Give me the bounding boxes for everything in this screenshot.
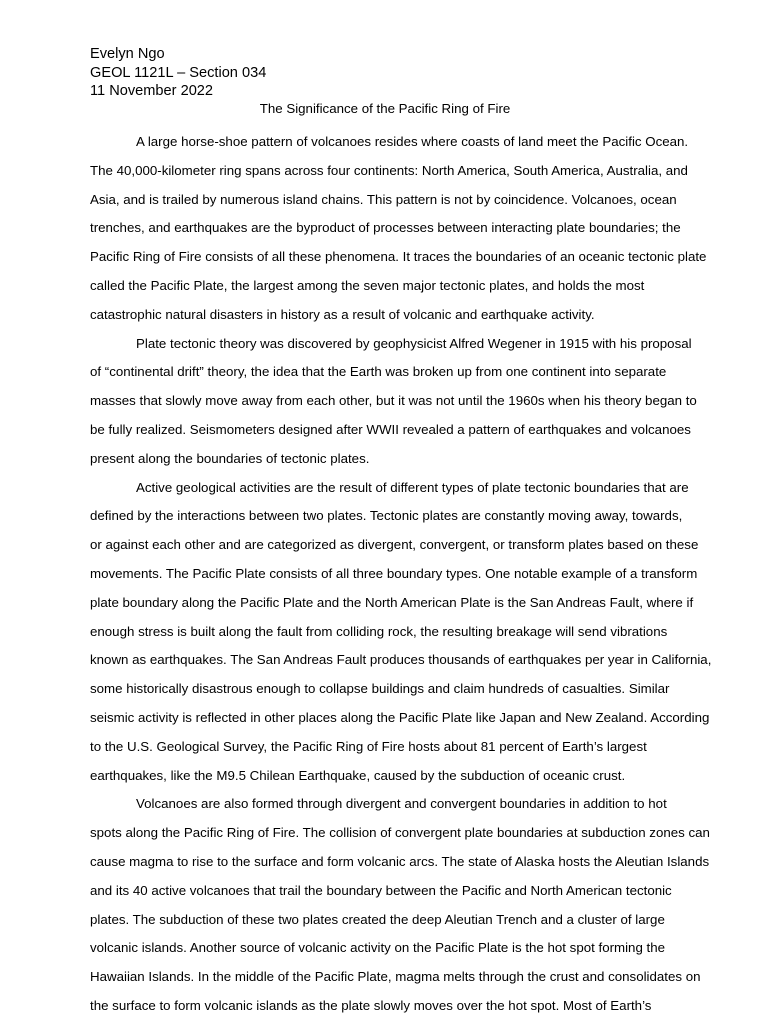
document-body [90, 128, 712, 1021]
paragraph-line: to the U.S. Geological Survey, the Pacific Ring of Fire hosts about 81 percent of Earth’s largest [90, 738, 647, 754]
paragraph-line: and its 40 active volcanoes that trail the boundary between the Pacific and North American tectonic [90, 882, 672, 898]
paragraph-line: plates. The subduction of these two plates created the deep Aleutian Trench and a cluster of large [90, 911, 665, 927]
paragraph-line: defined by the interactions between two plates. Tectonic plates are constantly moving away, towards, [90, 508, 683, 524]
paragraph-line: volcanic islands. Another source of volcanic activity on the Pacific Plate is the hot spot forming the [90, 940, 666, 956]
paragraph-line: the surface to form volcanic islands as the plate slowly moves over the hot spot. Most of Earth’s [90, 997, 652, 1013]
paragraph-line: Hawaiian Islands. In the middle of the Pacific Plate, magma melts through the crust and consolidates on [90, 969, 701, 985]
paragraph-line: Asia, and is trailed by numerous island chains. This pattern is not by coincidence. Volcanoes, ocean [90, 191, 677, 207]
paragraph-line: spots along the Pacific Ring of Fire. The collision of convergent plate boundaries at subduction zones can [90, 825, 710, 841]
paragraph-line: or against each other and are categorized as divergent, convergent, or transform plates based on these [90, 537, 699, 553]
paragraph [90, 330, 697, 474]
paragraph [90, 474, 712, 791]
paragraph-line: catastrophic natural disasters in history as a result of volcanic and earthquake activity. [90, 306, 595, 322]
paragraph [90, 128, 707, 330]
author-name: Evelyn Ngo [90, 46, 165, 62]
paragraph-line: Pacific Ring of Fire consists of all these phenomena. It traces the boundaries of an oceanic tectonic plate [90, 249, 707, 265]
paragraph-line: earthquakes, like the M9.5 Chilean Earthquake, caused by the subduction of oceanic crust. [90, 767, 626, 783]
paragraph-line: seismic activity is reflected in other places along the Pacific Plate like Japan and New Zealand. According [90, 709, 710, 725]
paragraph-line: trenches, and earthquakes are the byproduct of processes between interacting plate boundaries; the [90, 220, 681, 236]
document-date: 11 November 2022 [90, 83, 214, 99]
paragraph-line: of “continental drift” theory, the idea that the Earth was broken up from one continent into separate [90, 364, 667, 380]
paragraph-line: known as earthquakes. The San Andreas Fault produces thousands of earthquakes per year in California, [90, 652, 712, 668]
course-section: GEOL 1121L – Section 034 [90, 64, 267, 81]
paragraph-line: Plate tectonic theory was discovered by geophysicist Alfred Wegener in 1915 with his proposal [136, 335, 692, 351]
paragraph-line: Active geological activities are the result of different types of plate tectonic boundaries that are [136, 479, 689, 495]
paragraph-line: some historically disastrous enough to collapse buildings and claim hundreds of casualties. Similar [90, 681, 670, 697]
paragraph-line: Volcanoes are also formed through divergent and convergent boundaries in addition to hot [136, 796, 667, 812]
paragraph [90, 790, 710, 1020]
paragraph-line: movements. The Pacific Plate consists of all three boundary types. One notable example of a transform [90, 565, 698, 581]
document-header [90, 45, 266, 101]
paragraph-line: plate boundary along the Pacific Plate and the North American Plate is the San Andreas Fault, where if [90, 594, 694, 610]
paragraph-line: cause magma to rise to the surface and form volcanic arcs. The state of Alaska hosts the Aleutian Islands [90, 853, 710, 869]
paragraph-line: present along the boundaries of tectonic plates. [90, 450, 370, 466]
paragraph-line: enough stress is built along the fault from colliding rock, the resulting breakage will send vibrations [90, 623, 668, 639]
document-title: The Significance of the Pacific Ring of Fire [259, 101, 511, 116]
paragraph-line: masses that slowly move away from each other, but it was not until the 1960s when his theory began to [90, 393, 697, 409]
paragraph-line: The 40,000-kilometer ring spans across four continents: North America, South America, Australia, and [90, 162, 688, 178]
paragraph-line: A large horse-shoe pattern of volcanoes resides where coasts of land meet the Pacific Ocean. [136, 134, 689, 149]
paragraph-line: called the Pacific Plate, the largest among the seven major tectonic plates, and holds the most [90, 277, 645, 293]
paragraph-line: be fully realized. Seismometers designed after WWII revealed a pattern of earthquakes and volcanoes [90, 421, 691, 437]
